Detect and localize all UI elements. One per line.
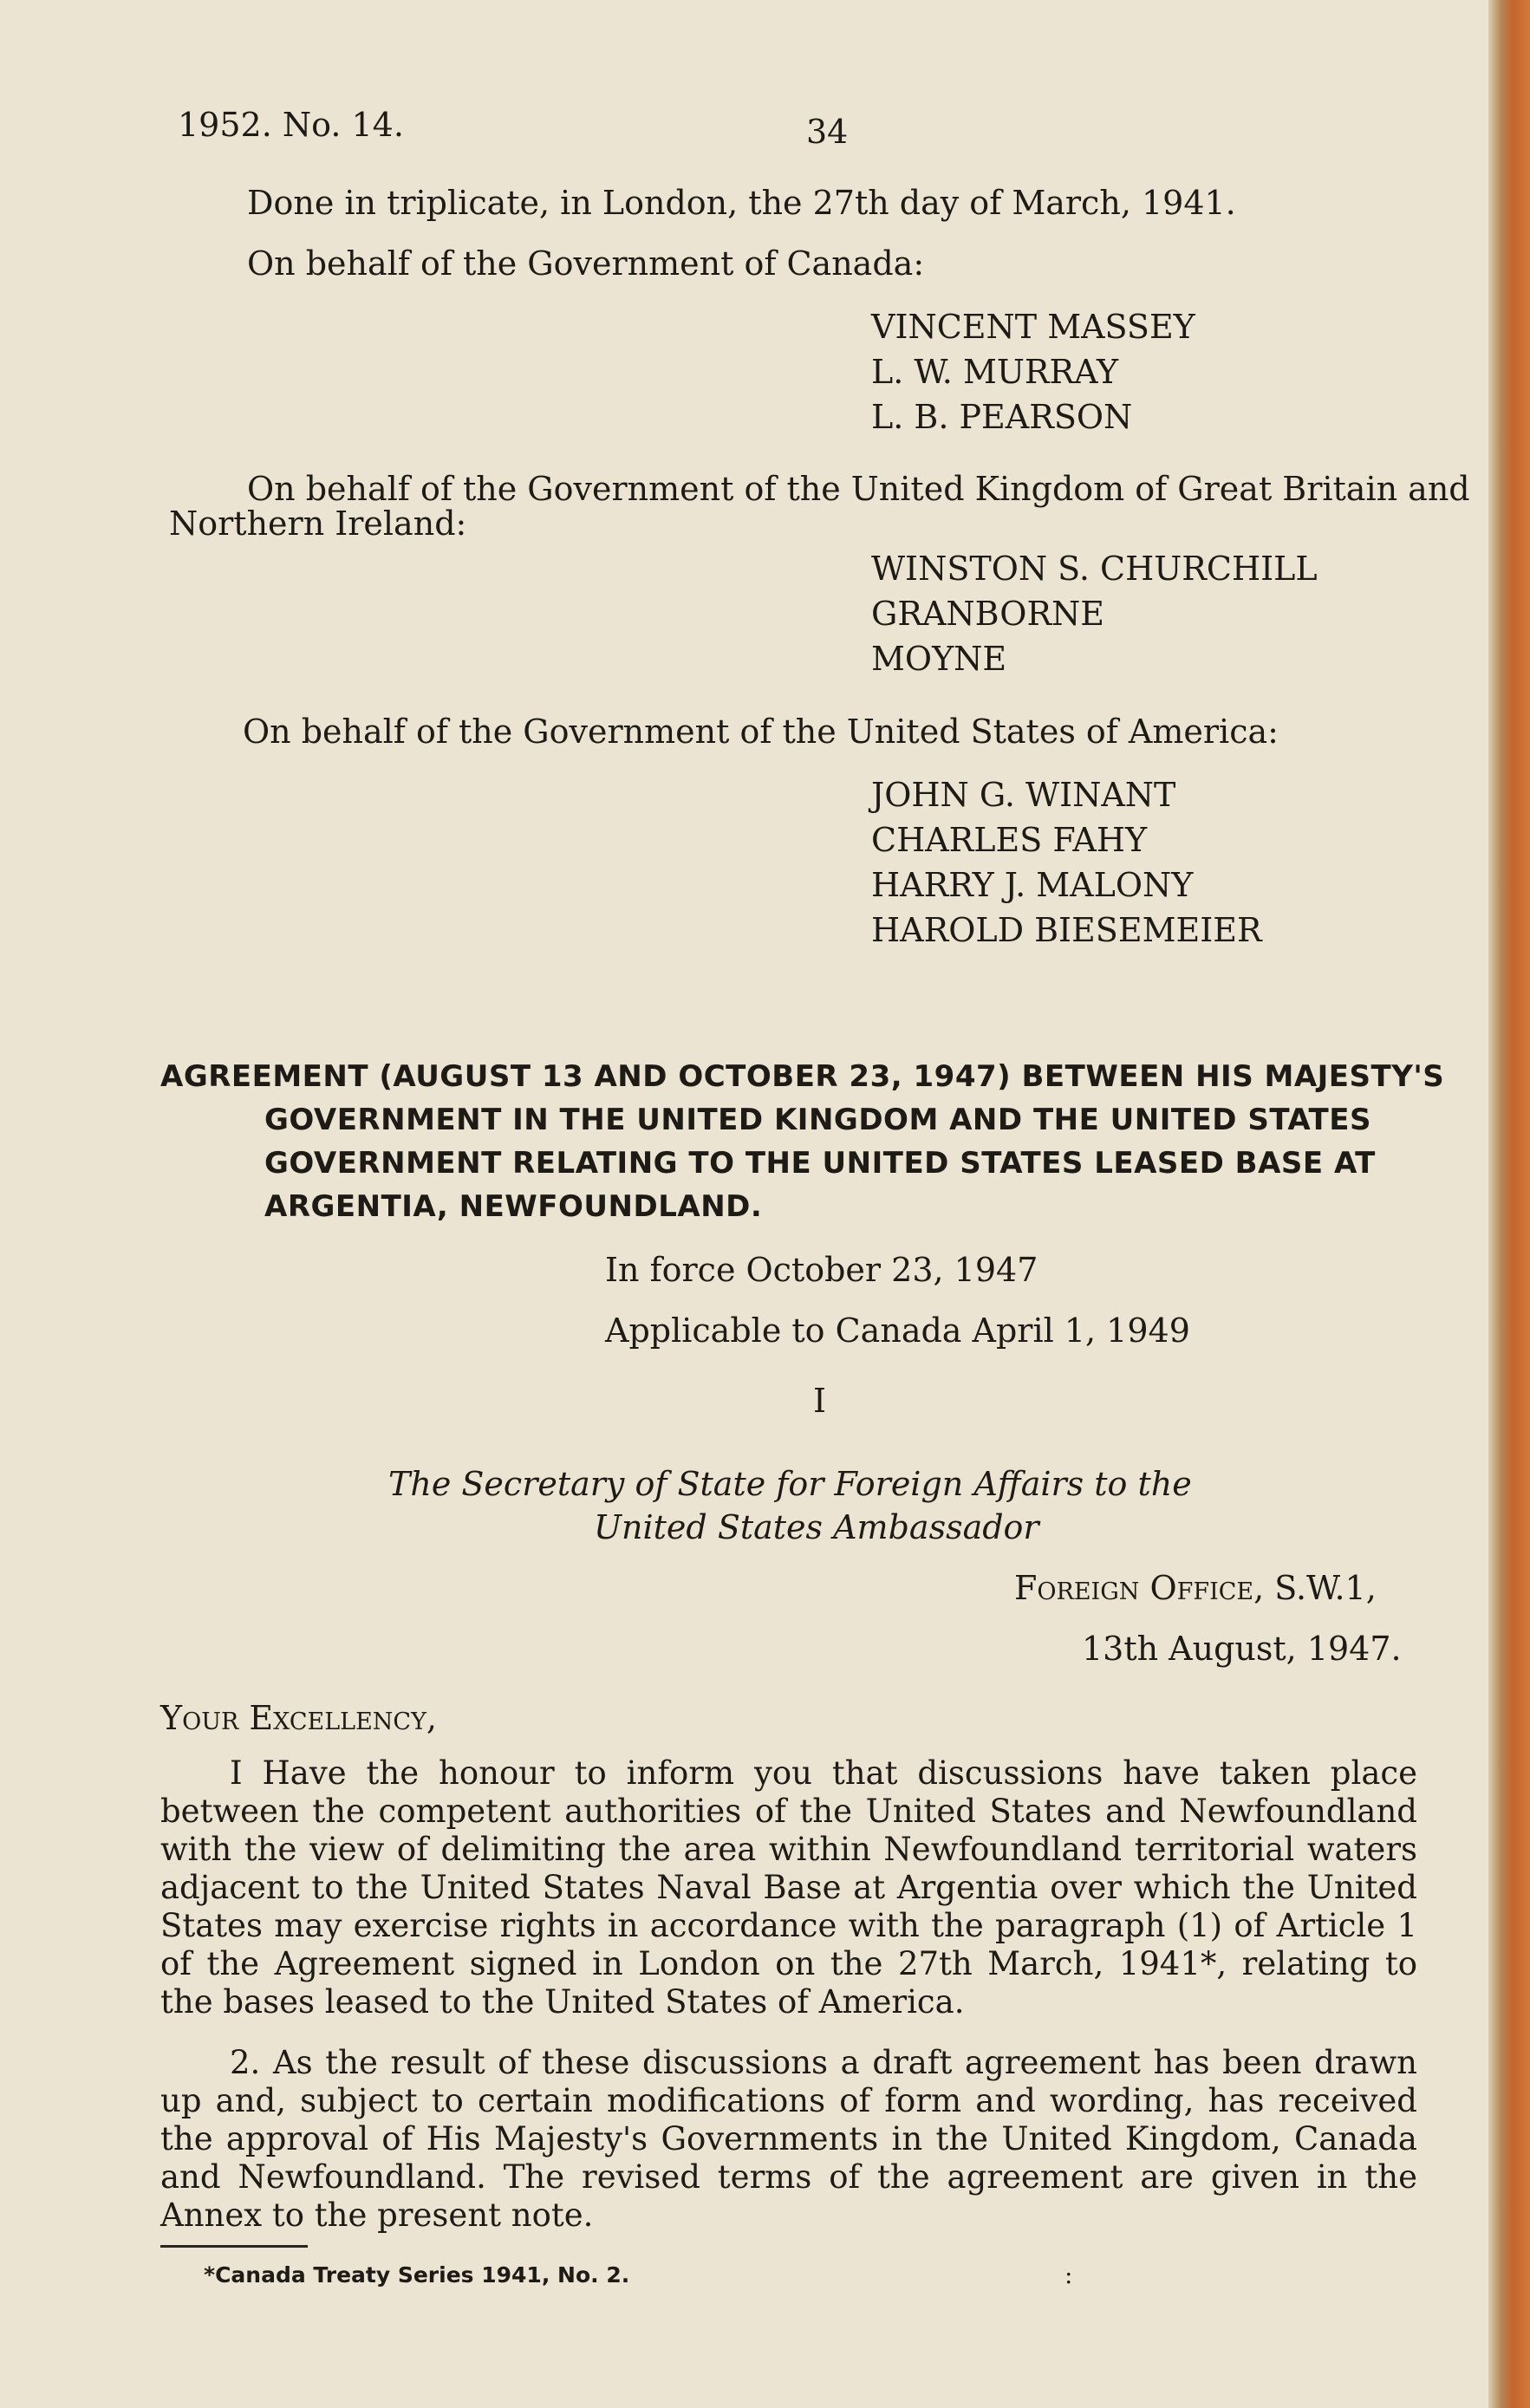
done-line: Done in triplicate, in London, the 27th day of March, 1941. <box>247 184 1236 222</box>
letter-heading-line1: The Secretary of State for Foreign Affairs to the <box>388 1465 1192 1503</box>
signatory-name: L. B. PEARSON <box>871 398 1133 436</box>
signatory-name: MOYNE <box>871 640 1007 678</box>
page-edge <box>1488 0 1530 2408</box>
agreement-title-line: GOVERNMENT RELATING TO THE UNITED STATES LEASED BASE AT <box>264 1146 1376 1181</box>
in-force-line: In force October 23, 1947 <box>605 1251 1038 1289</box>
uk-label-line2: Northern Ireland: <box>169 504 467 543</box>
paragraph-text: 2. As the result of these discussions a draft agreement has been drawn up and, subject to certain modifications of form and wording, has received the approval of His Majesty's Governments in the United Kingdom, Canada and Newfoundland. The revised terms of the agreement are given in the Annex to the present note. <box>160 2044 1417 2234</box>
us-label: On behalf of the Government of the United States of America: <box>243 713 1279 751</box>
signatory-name: L. W. MURRAY <box>871 353 1119 391</box>
signatory-name: HAROLD BIESEMEIER <box>871 911 1262 949</box>
agreement-title-line: GOVERNMENT IN THE UNITED KINGDOM AND THE UNITED STATES <box>264 1103 1371 1137</box>
footer-mark: : <box>1064 2261 1073 2289</box>
signatory-name: HARRY J. MALONY <box>871 866 1194 904</box>
letter-date: 13th August, 1947. <box>1082 1630 1402 1668</box>
footnote-rule <box>160 2245 308 2248</box>
applicable-line: Applicable to Canada April 1, 1949 <box>605 1311 1190 1350</box>
signatory-name: CHARLES FAHY <box>871 821 1148 859</box>
section-numeral: I <box>813 1382 827 1420</box>
letter-salutation: Your Excellency, <box>160 1699 437 1737</box>
signatory-name: VINCENT MASSEY <box>871 308 1195 346</box>
canada-label: On behalf of the Government of Canada: <box>247 244 925 283</box>
signatory-name: JOHN G. WINANT <box>871 776 1176 814</box>
agreement-title-line: AGREEMENT (AUGUST 13 AND OCTOBER 23, 1947) BETWEEN HIS MAJESTY'S <box>160 1059 1445 1094</box>
letter-office: Foreign Office, S.W.1, <box>1014 1569 1377 1607</box>
signatory-name: WINSTON S. CHURCHILL <box>871 550 1318 588</box>
letter-paragraph-1 <box>160 1754 1417 2021</box>
letter-heading-line2: United States Ambassador <box>594 1508 1039 1546</box>
letter-paragraph-2 <box>160 2044 1417 2235</box>
signatory-name: GRANBORNE <box>871 595 1105 633</box>
paragraph-text: I Have the honour to inform you that discussions have taken place between the competent authorities of the United States and Newfoundland with the view of delimiting the area within Newfoundland territorial waters adjacent to the United States Naval Base at Argentia over which the United States may exercise rights in accordance with the paragraph (1) of Article 1 of the Agreement signed in London on the 27th March, 1941*, relating to the bases leased to the United States of America. <box>160 1754 1417 2021</box>
header-reference: 1952. No. 14. <box>178 106 404 144</box>
uk-label-line1: On behalf of the Government of the United Kingdom of Great Britain and <box>247 470 1470 508</box>
agreement-title-line: ARGENTIA, NEWFOUNDLAND. <box>264 1189 763 1224</box>
footnote: *Canada Treaty Series 1941, No. 2. <box>204 2262 630 2288</box>
page-number: 34 <box>806 113 849 151</box>
